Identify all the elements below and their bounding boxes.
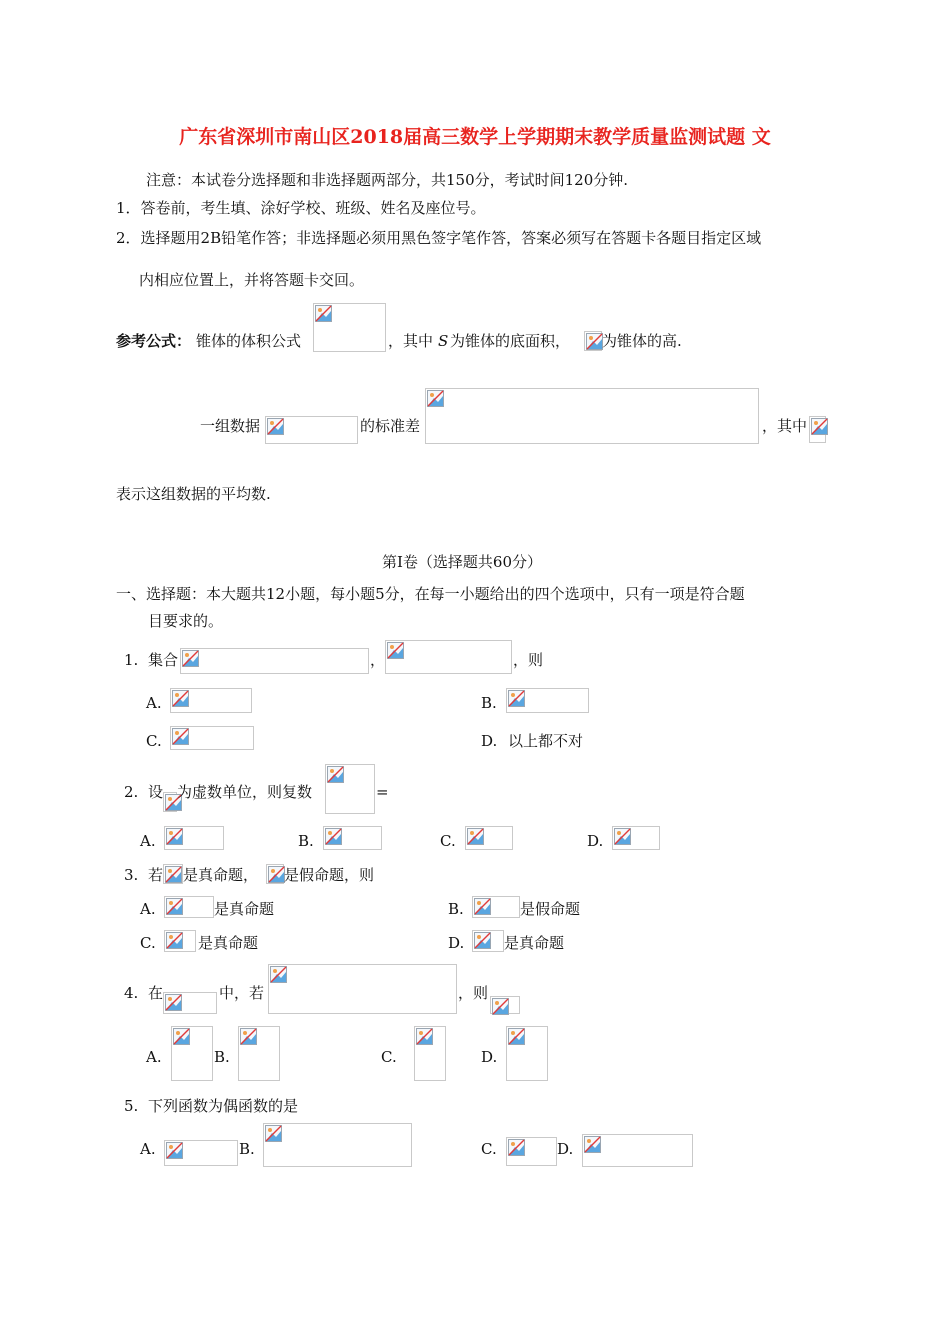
- q1-text-2: ，: [370, 651, 386, 669]
- q5-number: 5.: [124, 1097, 139, 1115]
- broken-image-icon: [811, 418, 828, 435]
- formula-text-1: 锥体的体积公式: [196, 332, 302, 350]
- q2-option-b-label: B.: [298, 832, 314, 850]
- section-instructions-cont: 目要求的。: [148, 612, 224, 630]
- q5-option-b-image: [263, 1123, 412, 1167]
- broken-image-icon: [267, 418, 284, 435]
- q3-option-d-image: [472, 930, 504, 952]
- broken-image-icon: [614, 828, 631, 845]
- q3-option-d-text: 是真命题: [504, 934, 565, 952]
- q3-option-b-text: 是假命题: [520, 900, 581, 918]
- q1-option-b-label: B.: [481, 694, 497, 712]
- sd-text-1: 一组数据: [200, 417, 261, 435]
- q3-number: 3.: [124, 866, 139, 884]
- sd-text-2: 的标准差: [360, 417, 421, 435]
- q3-text-2: 是真命题，: [183, 866, 259, 884]
- q1-set-b-image: [385, 640, 512, 674]
- broken-image-icon: [584, 1136, 601, 1153]
- q1-text-1: 集合: [148, 651, 179, 669]
- q2-option-a-label: A.: [140, 832, 156, 850]
- q5-option-a-image: [164, 1140, 238, 1166]
- q2-option-c-label: C.: [440, 832, 456, 850]
- q1-number: 1.: [124, 651, 139, 669]
- q2-text-3: =: [376, 783, 389, 801]
- q1-option-c-image: [170, 726, 254, 750]
- q4-result-image: [490, 996, 520, 1014]
- q1-text-3: ，则: [513, 651, 544, 669]
- broken-image-icon: [315, 305, 332, 322]
- broken-image-icon: [166, 828, 183, 845]
- broken-image-icon: [265, 1125, 282, 1142]
- q5-option-d-image: [582, 1134, 693, 1167]
- q5-option-c-label: C.: [481, 1140, 497, 1158]
- sd-data-image: [265, 416, 358, 444]
- broken-image-icon: [270, 966, 287, 983]
- formula-label: 参考公式：: [116, 332, 192, 350]
- q3-option-a-label: A.: [140, 900, 156, 918]
- q2-complex-image: [325, 764, 375, 814]
- q3-p-image: [163, 864, 183, 884]
- formula-var-s: S: [438, 332, 449, 350]
- broken-image-icon: [166, 1142, 183, 1159]
- q3-option-c-image: [164, 930, 196, 952]
- q3-option-a-image: [164, 896, 214, 918]
- broken-image-icon: [268, 866, 285, 883]
- sd-text-4: 表示这组数据的平均数.: [116, 485, 271, 503]
- formula-text-3: 为锥体的底面积，: [450, 332, 571, 350]
- broken-image-icon: [172, 728, 189, 745]
- q4-option-c-label: C.: [381, 1048, 397, 1066]
- notice-item-2: 2．选择题用2B铅笔作答；非选择题必须用黑色签字笔作答，答案必须写在答题卡各题目指定区域: [116, 229, 762, 247]
- q1-option-b-image: [506, 688, 589, 713]
- broken-image-icon: [240, 1028, 257, 1045]
- q5-text: 下列函数为偶函数的是: [148, 1097, 299, 1115]
- broken-image-icon: [474, 898, 491, 915]
- q2-option-b-image: [323, 826, 382, 850]
- broken-image-icon: [474, 932, 491, 949]
- notice-item-2-cont: 内相应位置上，并将答题卡交回。: [139, 271, 365, 289]
- q2-option-c-image: [465, 826, 513, 850]
- q1-option-d-label: D.: [481, 732, 498, 750]
- sd-text-3: ，其中: [762, 417, 808, 435]
- broken-image-icon: [586, 333, 603, 350]
- q3-option-b-label: B.: [448, 900, 464, 918]
- q4-option-b-label: B.: [214, 1048, 230, 1066]
- sd-formula-image: [425, 388, 759, 444]
- q4-text-2: 中，若: [219, 984, 265, 1002]
- q4-text-3: ，则: [458, 984, 489, 1002]
- broken-image-icon: [508, 690, 525, 707]
- q2-text-2: 为虚数单位，则复数: [177, 783, 313, 801]
- q3-q-image: [266, 864, 284, 884]
- q4-option-a-image: [171, 1026, 213, 1081]
- q2-number: 2.: [124, 783, 139, 801]
- section-instructions: 一、选择题：本大题共12小题，每小题5分，在每一小题给出的四个选项中，只有一项是符合题: [116, 585, 745, 603]
- q3-option-c-label: C.: [140, 934, 156, 952]
- section-heading: 第Ⅰ卷（选择题共60分）: [382, 553, 543, 571]
- broken-image-icon: [166, 932, 183, 949]
- q4-option-d-image: [506, 1026, 548, 1081]
- q3-text-1: 若: [148, 866, 164, 884]
- q3-text-3: 是假命题，则: [284, 866, 375, 884]
- q1-option-d-text: 以上都不对: [508, 732, 584, 750]
- q5-option-b-label: B.: [239, 1140, 255, 1158]
- q4-option-b-image: [238, 1026, 280, 1081]
- broken-image-icon: [327, 766, 344, 783]
- broken-image-icon: [182, 650, 199, 667]
- q5-option-c-image: [506, 1137, 557, 1166]
- q1-option-a-label: A.: [146, 694, 162, 712]
- broken-image-icon: [165, 866, 182, 883]
- q2-option-d-image: [612, 826, 660, 850]
- broken-image-icon: [387, 642, 404, 659]
- broken-image-icon: [173, 1028, 190, 1045]
- q4-option-d-label: D.: [481, 1048, 498, 1066]
- q4-text-1: 在: [148, 984, 164, 1002]
- q1-set-a-image: [180, 648, 369, 674]
- document-title: 广东省深圳市南山区2018届高三数学上学期期末教学质量监测试题 文: [179, 126, 771, 148]
- broken-image-icon: [492, 998, 509, 1015]
- notice-intro: 注意：本试卷分选择题和非选择题两部分，共150分，考试时间120分钟.: [146, 171, 629, 189]
- q3-option-c-text: 是真命题: [198, 934, 259, 952]
- q5-option-d-label: D.: [557, 1140, 574, 1158]
- formula-text-2: ，其中: [388, 332, 434, 350]
- q4-triangle-image: [163, 992, 217, 1014]
- broken-image-icon: [325, 828, 342, 845]
- formula-image: [313, 303, 386, 352]
- q3-option-d-label: D.: [448, 934, 465, 952]
- broken-image-icon: [172, 690, 189, 707]
- q5-option-a-label: A.: [140, 1140, 156, 1158]
- q2-option-a-image: [164, 826, 224, 850]
- broken-image-icon: [508, 1139, 525, 1156]
- q4-option-c-image: [414, 1026, 446, 1081]
- q2-i-image: [163, 792, 177, 812]
- q4-option-a-label: A.: [146, 1048, 162, 1066]
- formula-h-image: [584, 331, 602, 351]
- broken-image-icon: [508, 1028, 525, 1045]
- broken-image-icon: [467, 828, 484, 845]
- sd-mean-image: [809, 416, 826, 443]
- broken-image-icon: [166, 898, 183, 915]
- broken-image-icon: [165, 994, 182, 1011]
- q2-option-d-label: D.: [587, 832, 604, 850]
- q3-option-a-text: 是真命题: [214, 900, 275, 918]
- q4-number: 4.: [124, 984, 139, 1002]
- notice-item-1: 1．答卷前，考生填、涂好学校、班级、姓名及座位号。: [116, 199, 486, 217]
- broken-image-icon: [416, 1028, 433, 1045]
- q4-condition-image: [268, 964, 457, 1014]
- q3-option-b-image: [472, 896, 520, 918]
- q1-option-a-image: [170, 688, 252, 713]
- q2-text-1: 设: [148, 783, 164, 801]
- formula-text-4: 为锥体的高.: [602, 332, 682, 350]
- q1-option-c-label: C.: [146, 732, 162, 750]
- broken-image-icon: [427, 390, 444, 407]
